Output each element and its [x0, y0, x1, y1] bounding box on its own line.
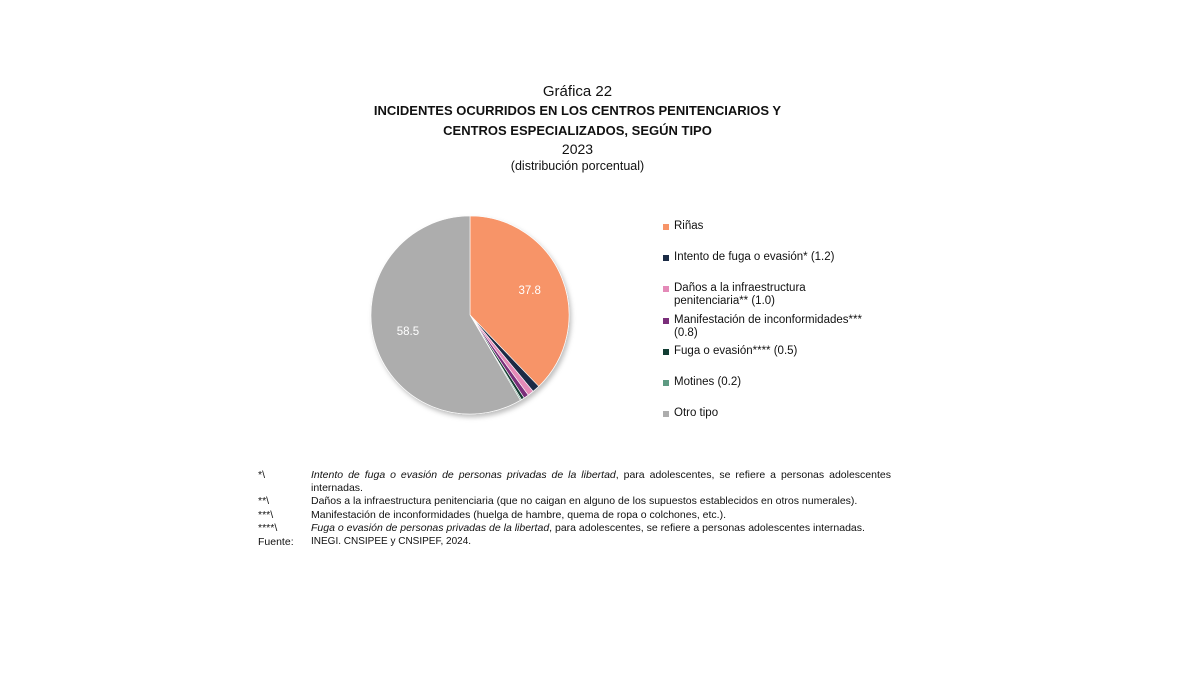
legend-label: Fuga o evasión**** (0.5): [674, 345, 798, 357]
footnote-4: [258, 522, 891, 535]
legend-swatch-rinas: [663, 224, 669, 230]
legend-swatch-fuga: [663, 349, 669, 355]
legend-item-danos: [663, 282, 809, 308]
footnote-mark: ****\: [258, 522, 278, 534]
legend-label: Manifestación de inconformidades*** (0.8): [674, 314, 862, 339]
pie-data-label-6: 58.5: [396, 326, 420, 338]
source-text: INEGI. CNSIPEE y CNSIPEF, 2024.: [311, 535, 472, 547]
legend-item-manifestacion: [663, 314, 874, 340]
footnotes: [258, 469, 891, 549]
source-label: Fuente:: [258, 535, 294, 548]
pie-data-label-0: 37.8: [518, 284, 541, 297]
legend-label: Intento de fuga o evasión* (1.2): [674, 251, 835, 263]
legend-swatch-otro-tipo: [663, 411, 669, 417]
footnote-rest: , para adolescentes, se refiere a personas adolescentes internadas.: [549, 522, 865, 534]
legend-item-fuga: [663, 345, 894, 358]
footnote-1: [258, 469, 891, 494]
legend-swatch-intento-fuga: [663, 255, 669, 261]
footnote-text: [311, 469, 891, 494]
footnote-text: Daños a la infraestructura penitenciaria (que no caigan en alguno de los supuestos establecidos en otros numerales).: [311, 495, 858, 507]
legend-item-rinas: [663, 220, 894, 233]
footnote-mark: **\: [258, 495, 270, 507]
footnote-mark: ***\: [258, 508, 274, 521]
source-note: [258, 536, 891, 549]
footnote-italic: Intento de fuga o evasión de personas privadas de la libertad: [311, 469, 616, 481]
chart-title-block: [0, 82, 1155, 174]
footnote-2: [258, 495, 891, 508]
footnote-italic: Fuga o evasión de personas privadas de la libertad: [311, 522, 550, 534]
legend-label: Daños a la infraestructura penitenciaria** (1.0): [674, 282, 806, 307]
footnote-3: [258, 509, 891, 522]
legend-item-intento-fuga: [663, 251, 894, 264]
chart-title-line-2: CENTROS ESPECIALIZADOS, SEGÚN TIPO: [443, 123, 712, 138]
legend-item-otro-tipo: [663, 407, 894, 420]
legend-label: Motines (0.2): [674, 376, 742, 388]
chart-number: Gráfica 22: [542, 83, 613, 100]
chart-title-line-1: INCIDENTES OCURRIDOS EN LOS CENTROS PENITENCIARIOS Y: [373, 103, 782, 118]
footnote-text: Manifestación de inconformidades (huelga de hambre, quema de ropa o colchones, etc.).: [311, 508, 726, 521]
footnote-mark: *\: [258, 469, 266, 481]
footnote-text: [311, 522, 891, 535]
pie-chart: [360, 205, 580, 425]
legend-swatch-manifestacion: [663, 318, 669, 324]
legend-label: Riñas: [674, 220, 704, 232]
legend-swatch-motines: [663, 380, 669, 386]
legend-item-motines: [663, 376, 894, 389]
chart-year: 2023: [561, 141, 594, 157]
footnote-rest: , para adolescentes, se refiere a personas adolescentes internadas.: [311, 469, 891, 494]
chart-subtitle: (distribución porcentual): [510, 159, 645, 173]
legend-label: Otro tipo: [674, 407, 719, 419]
legend-swatch-danos: [663, 286, 669, 292]
